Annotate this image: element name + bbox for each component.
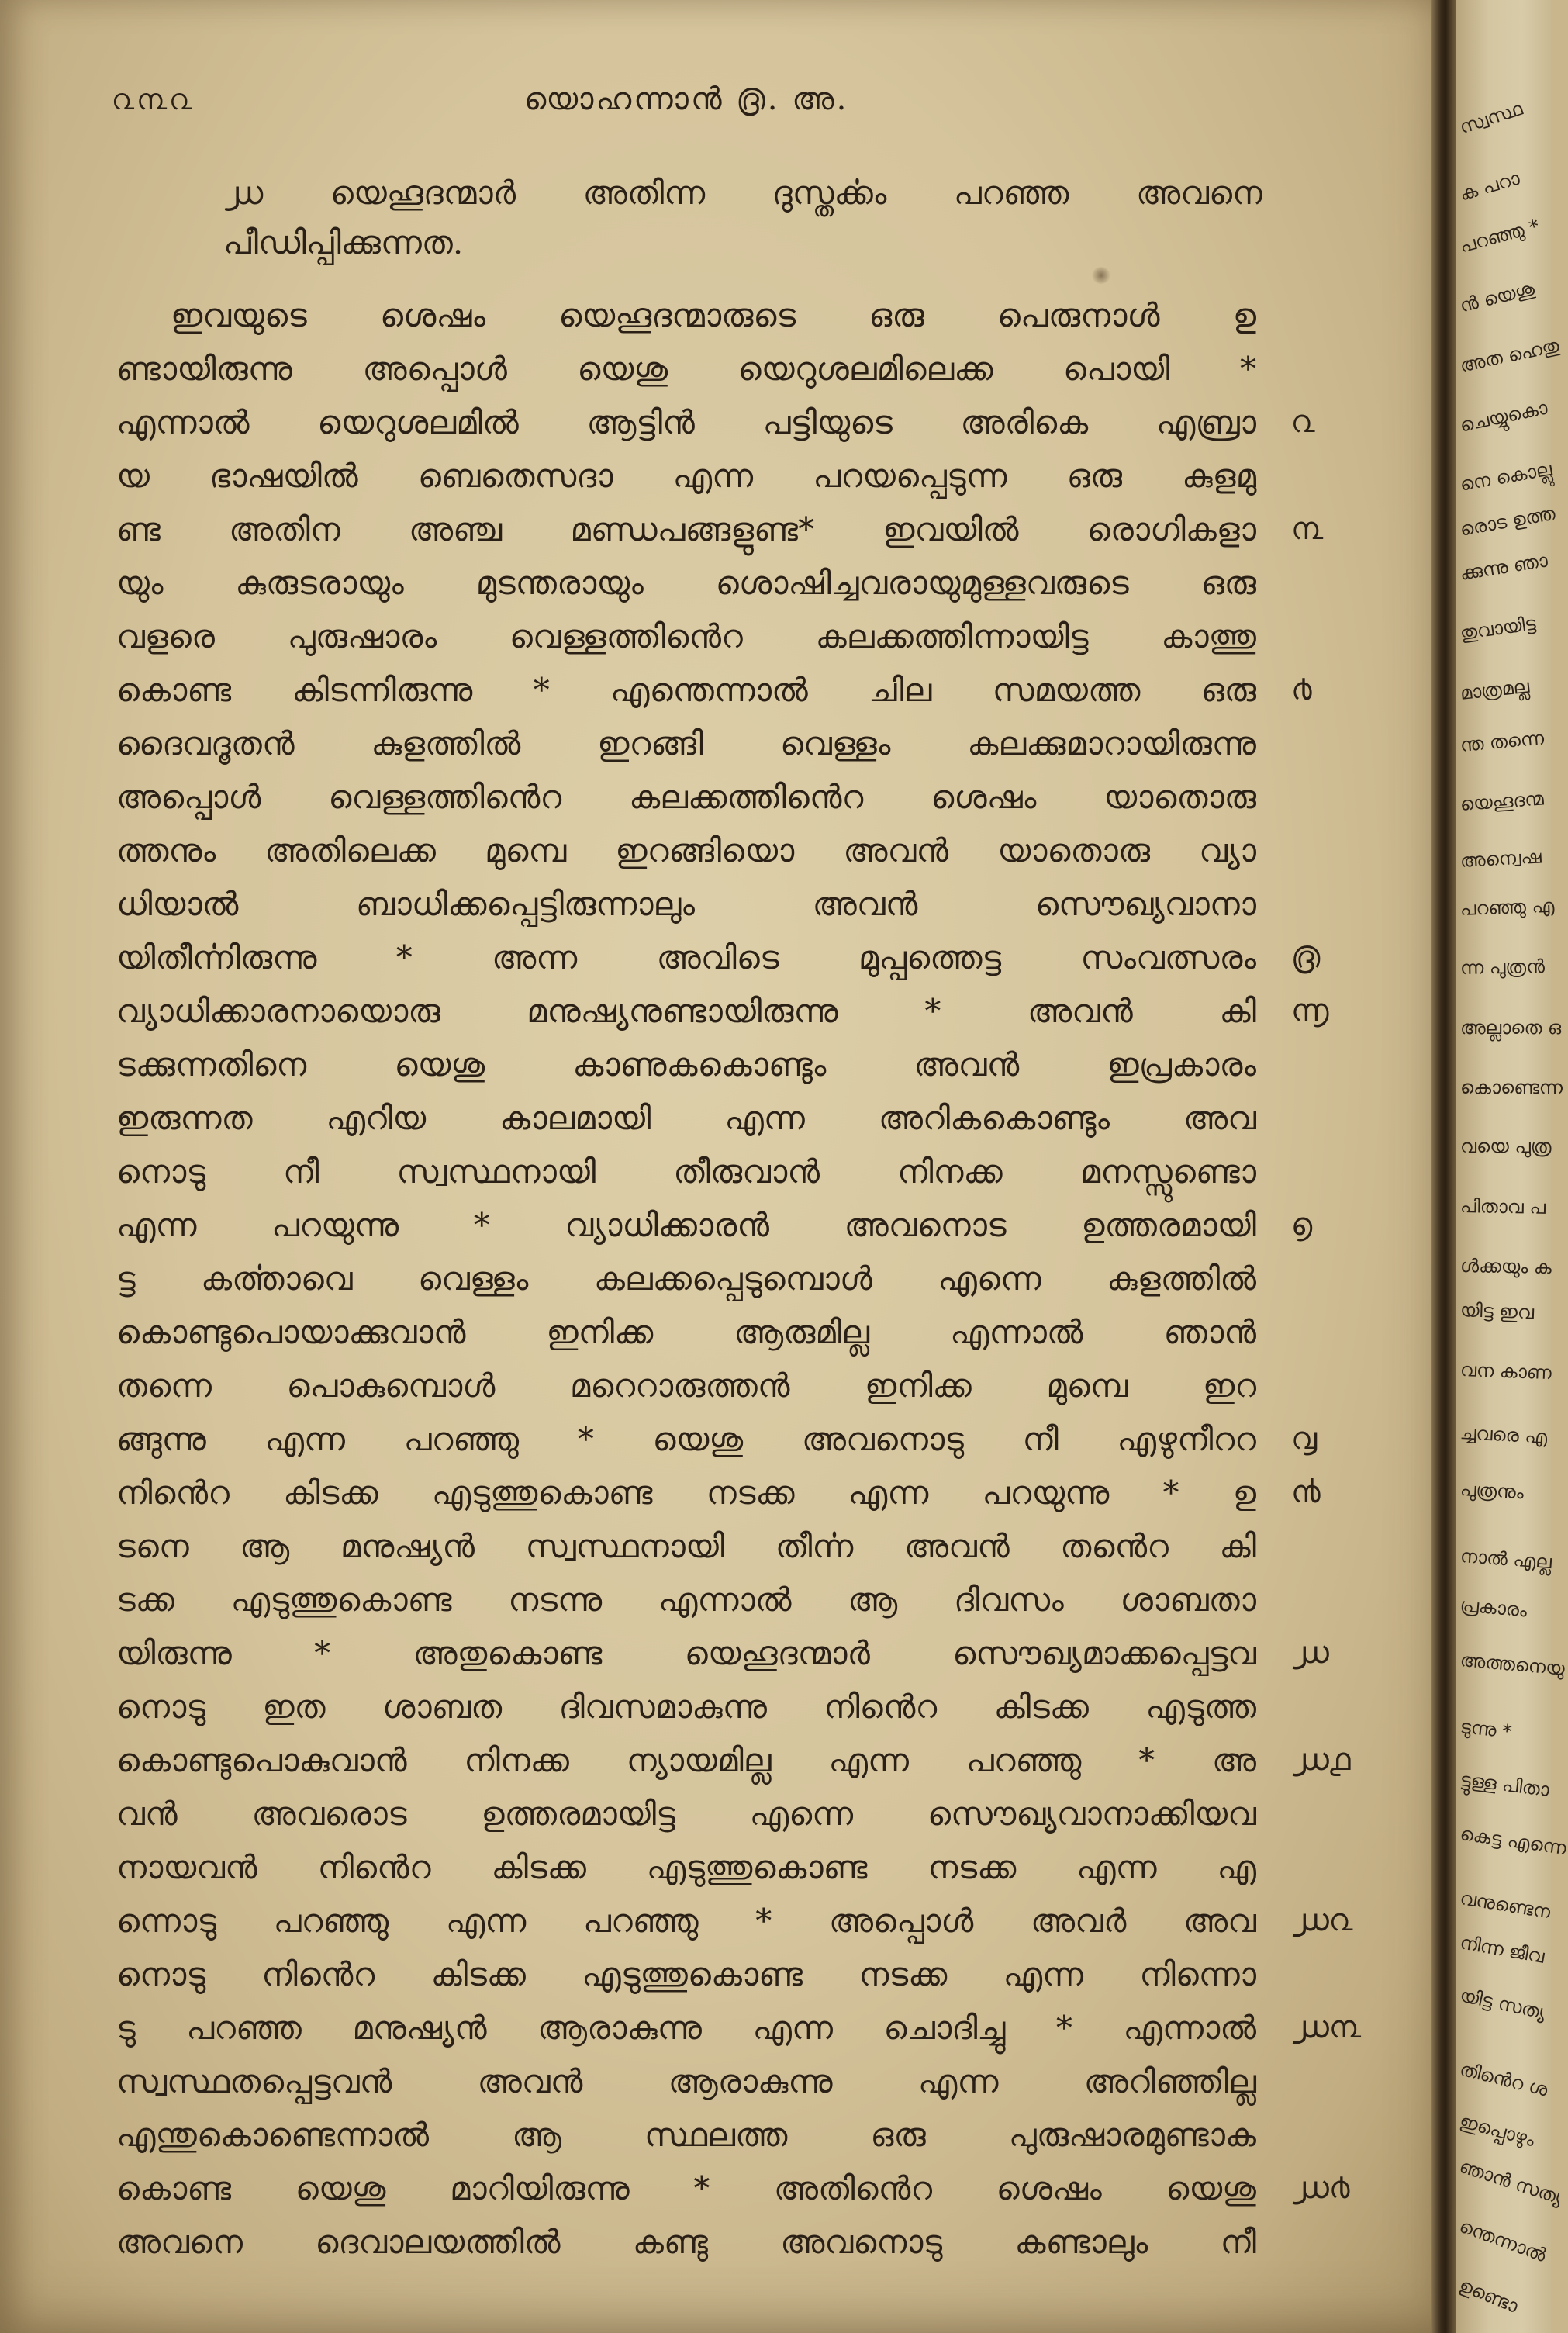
body-line <box>116 1733 1351 1787</box>
facing-page-fragment: പറഞ്ഞു എ <box>1459 894 1555 920</box>
facing-page-fragment: ന്തെന്നാൽ <box>1456 2214 1549 2267</box>
body-line <box>116 1787 1256 1840</box>
body-line <box>116 1091 1256 1145</box>
summary-line: ൰ യെഹൂദന്മാർ അതിന്ന ദുസ്തൎക്കം പറഞ്ഞ അവനെ <box>223 174 1262 212</box>
verse-number: ൮ <box>1291 1421 1318 1457</box>
body-line-text: അവനെ ദെവാലയത്തിൽ കണ്ടു അവനൊടു കണ്ടാലും നീ <box>116 2223 1256 2261</box>
body-line-text: ണ്ടായിരുന്നു അപ്പൊൾ യെശു യെറുശലമിലെക്ക പൊയി * <box>116 350 1256 388</box>
body-line <box>116 1894 1353 1948</box>
body-line-text: കൊണ്ട യെശു മാറിയിരുന്നു * അതിൻെറ ശെഷം യെശു <box>116 2169 1256 2207</box>
body-line-text: എന്തുകൊണ്ടെന്നാൽ ആ സ്ഥലത്ത ഒരു പുരുഷാരമുണ്ടാക <box>116 2116 1256 2154</box>
body-line-text: യിതീൎന്നിരുന്നു * അന്ന അവിടെ മുപ്പത്തെട്ട സംവത്സരം <box>116 938 1256 976</box>
verse-number: ൭ <box>1291 1207 1313 1243</box>
facing-page-fragment: രൊട ഉത്ത <box>1458 502 1557 541</box>
body-line-text: ടനെ ആ മനുഷ്യൻ സ്വസ്ഥനായി തീൎന്ന അവൻ തൻെറ കി <box>116 1527 1256 1565</box>
body-line <box>116 824 1256 877</box>
body-line-text: നൊടു നീ സ്വസ്ഥനായി തീരുവാൻ നിനക്ക മനസ്സുണ്ടൊ <box>116 1153 1256 1191</box>
body-line <box>116 1466 1321 1519</box>
body-line-text: വൻ അവരൊട ഉത്തരമായിട്ട എന്നെ സൌഖ്യവാനാക്കിയവ <box>116 1795 1256 1833</box>
body-line-text: ധിയാൽ ബാധിക്കപ്പെട്ടിരുന്നാലും അവൻ സൌഖ്യവാനാ <box>116 885 1256 923</box>
facing-page-fragment: നിന്ന ജീവ <box>1458 1931 1546 1968</box>
body-line-text: നൊടു നിൻെറ കിടക്ക എടുത്തുകൊണ്ട നടക്ക എന്ന നിന്നൊ <box>116 1955 1256 1993</box>
body-line-text: എന്നാൽ യെറുശലമിൽ ആട്ടിൻ പട്ടിയുടെ അരികെ എബ്രാ <box>116 403 1256 441</box>
body-line-text: കൊണ്ടുപൊകുവാൻ നിനക്ക ന്യായമില്ല എന്ന പറഞ്ഞു * അ <box>116 1741 1256 1779</box>
verse-number: ൫ <box>1291 939 1321 975</box>
verse-number: ൩ <box>1291 511 1324 547</box>
body-line <box>116 449 1256 503</box>
body-line <box>116 556 1256 610</box>
page-header <box>0 76 1431 123</box>
facing-page-fragment: ഞാൻ സത്യ <box>1456 2155 1566 2209</box>
facing-page-fragment: തിൻെറ ശ <box>1457 2058 1550 2101</box>
body-line-text: സ്വസ്ഥതപ്പെട്ടവൻ അവൻ ആരാകുന്നു എന്ന അറിഞ്ഞില്ല <box>116 2062 1256 2100</box>
body-line <box>116 289 1256 342</box>
facing-page-fragment: യിട്ട ഇവ <box>1459 1299 1535 1324</box>
body-line <box>116 342 1256 396</box>
body-line <box>116 1840 1256 1894</box>
verse-number: ൨ <box>1291 404 1315 440</box>
body-line-text: യും കുരുടരായും മുടന്തരായും ശൊഷിച്ചവരായുമുള്ളവരുടെ ഒരു <box>116 564 1256 602</box>
body-line-text: യിരുന്നു * അതുകൊണ്ട യെഹൂദന്മാർ സൌഖ്യമാക്കപ്പെട്ടവ <box>116 1634 1256 1672</box>
body-line-text: യ ഭാഷയിൽ ബെതെസദാ എന്ന പറയപ്പെടുന്ന ഒരു കുളമു <box>116 457 1256 495</box>
facing-page-fragment: പുത്രനും <box>1459 1478 1525 1504</box>
body-line <box>116 984 1329 1038</box>
facing-page-fragment: ന്ത തന്നെ <box>1459 727 1546 756</box>
body-line <box>116 1519 1256 1573</box>
facing-page-fragment: ൻ യെശു <box>1457 277 1537 317</box>
verse-number: ൪ <box>1291 672 1312 707</box>
page-number: ൨൩൨ <box>112 82 195 116</box>
facing-page-fragment: യെഹൂദന്മ <box>1459 787 1545 815</box>
facing-page-fragment: ടുന്നു * <box>1459 1716 1513 1743</box>
verse-number: ൰ <box>1291 1635 1329 1671</box>
chapter-summary <box>223 168 1262 268</box>
verse-number: ൰൪ <box>1291 2170 1350 2206</box>
body-line-text: ത്തനും അതിലെക്ക മുമ്പെ ഇറങ്ങിയൊ അവൻ യാതൊരു വ്യാ <box>116 831 1256 869</box>
body-line-text: ഇവയുടെ ശെഷം യെഹൂദന്മാരുടെ ഒരു പെരുനാൾ ഉ <box>171 296 1256 334</box>
body-line-text: ടക്ക എടുത്തുകൊണ്ട നടന്നു എന്നാൽ ആ ദിവസം ശാബതാ <box>116 1581 1256 1619</box>
body-line-text: ട്ട കൎത്താവെ വെള്ളം കലക്കപ്പെടുമ്പൊൾ എന്നെ കുളത്തിൽ <box>116 1260 1256 1298</box>
body-line <box>116 1252 1256 1305</box>
body-line <box>116 1412 1318 1466</box>
body-line <box>116 663 1312 717</box>
body-line <box>116 931 1321 984</box>
facing-page-fragment: ക പറാ <box>1457 167 1522 206</box>
body-line-text: ന്നൊടു പറഞ്ഞു എന്ന പറഞ്ഞു * അപ്പൊൾ അവർ അവ <box>116 1902 1256 1940</box>
verse-number: ൰൨ <box>1291 1903 1353 1938</box>
verse-number: ൰൧ <box>1291 1742 1351 1778</box>
body-line-text: കൊണ്ട കിടന്നിരുന്നു * എന്തെന്നാൽ ചില സമയത്ത ഒരു <box>116 671 1256 709</box>
body-line <box>116 1573 1256 1626</box>
facing-page-fragment: അത ഹെതു <box>1458 334 1561 377</box>
body-line-text: ഇരുന്നത എറിയ കാലമായി എന്ന അറികകൊണ്ടും അവ <box>116 1099 1256 1137</box>
body-line <box>116 877 1256 931</box>
facing-page-fragment: ക്കുന്നു ഞാ <box>1458 549 1549 585</box>
facing-page-fragment: മാത്രമല്ല <box>1459 675 1531 704</box>
page-gutter-shadow <box>1431 0 1456 2333</box>
facing-page-fragment: വനുണ്ടെന <box>1458 1887 1552 1923</box>
body-line <box>116 2162 1350 2215</box>
facing-page-fragment: അന്വെഷ <box>1459 845 1542 872</box>
paper-stain <box>1092 267 1110 284</box>
body-line <box>116 396 1315 449</box>
body-line-text: ണ്ട അതിന അഞ്ച മണ്ഡപങ്ങളുണ്ട* ഇവയിൽ രൊഗികളാ <box>116 510 1256 548</box>
body-line <box>116 503 1324 556</box>
facing-page-fragment: കെട്ട എന്നെ <box>1459 1823 1568 1860</box>
facing-page-fragment: വയെ പുത്ര <box>1460 1135 1552 1157</box>
facing-page-fragment: ചെയ്യുകൊ <box>1458 396 1549 437</box>
body-line-text: നൊടു ഇത ശാബത ദിവസമാകുന്നു നിൻെറ കിടക്ക എടുത്ത <box>116 1688 1256 1726</box>
body-line-text: നായവൻ നിൻെറ കിടക്ക എടുത്തുകൊണ്ട നടക്ക എന്ന എ <box>116 1848 1256 1886</box>
facing-page-edge <box>1456 0 1568 2333</box>
body-line <box>116 1359 1256 1412</box>
body-line-text: ടക്കുന്നതിനെ യെശു കാണുകകൊണ്ടും അവൻ ഇപ്രകാരം <box>116 1046 1256 1084</box>
body-line <box>116 1145 1256 1198</box>
facing-page-fragment: അത്തനെയു <box>1459 1649 1566 1680</box>
facing-page-fragment: സ്വസ്ഥ <box>1456 97 1525 139</box>
body-line <box>116 610 1256 663</box>
facing-page-fragment: നാൽ എല്ല <box>1459 1545 1552 1574</box>
body-line-text: കൊണ്ടുപൊയാക്കുവാൻ ഇനിക്ക ആരുമില്ല എന്നാൽ ഞാൻ <box>116 1313 1256 1351</box>
facing-page-fragment: നെ കൊല്ലു <box>1458 458 1554 496</box>
body-text <box>116 289 1362 2269</box>
body-line <box>116 1680 1256 1733</box>
facing-page-fragment: കൊണ്ടെന്ന <box>1460 1077 1563 1098</box>
facing-page-fragment: അല്ലാതെ ഒ <box>1460 1017 1562 1039</box>
facing-page-fragment: പ്രകാരം <box>1459 1594 1528 1622</box>
facing-page-fragment: ന്ന പുത്രൻ <box>1459 956 1546 979</box>
facing-page-fragment: പിതാവ പ <box>1459 1195 1546 1218</box>
body-line-text: വ്യാധിക്കാരനായൊരു മനുഷ്യനുണ്ടായിരുന്നു * അവൻ കി <box>116 992 1256 1030</box>
body-line-text: വളരെ പുരുഷാരം വെള്ളത്തിൻെറ കലക്കത്തിന്നായിട്ട കാത്തു <box>116 617 1256 655</box>
body-line-text: ദൈവദൂതൻ കുളത്തിൽ ഇറങ്ങി വെള്ളം കലക്കുമാറായിരുന്നു <box>116 724 1256 762</box>
body-line-text: ങ്ങുന്നു എന്ന പറഞ്ഞു * യെശു അവനൊടു നീ എഴുനീററ <box>116 1420 1256 1458</box>
body-line <box>116 1198 1313 1252</box>
body-line <box>116 1305 1256 1359</box>
body-line <box>116 2001 1362 2055</box>
facing-page-fragment: ച്ചവരെ എ <box>1459 1422 1549 1448</box>
body-line <box>116 1948 1256 2001</box>
body-line <box>116 1038 1256 1091</box>
body-line <box>116 2055 1256 2108</box>
body-line <box>116 2215 1256 2269</box>
facing-page-fragment: ൾക്കയും ക <box>1459 1255 1552 1279</box>
facing-page-fragment: പറഞ്ഞു * <box>1457 215 1542 257</box>
body-line <box>116 770 1256 824</box>
verse-number: ൬ <box>1291 993 1329 1028</box>
body-line-text: ടു പറഞ്ഞ മനുഷ്യൻ ആരാകുന്നു എന്ന ചൊദിച്ചു * എന്നാൽ <box>116 2009 1256 2047</box>
running-title: യൊഹന്നാൻ ൫. അ. <box>523 81 849 117</box>
facing-page-fragment: ട്ടുള്ള പിതാ <box>1459 1768 1551 1801</box>
verse-number: ൯ <box>1291 1474 1321 1510</box>
verse-number: ൰൩ <box>1291 2010 1362 2045</box>
facing-page-fragment: ഉണ്ടൊ <box>1456 2274 1521 2317</box>
body-line-text: നിൻെറ കിടക്ക എടുത്തുകൊണ്ട നടക്ക എന്ന പറയുന്നു * ഉ <box>116 1474 1256 1512</box>
facing-page-fragment: യിട്ട സത്യ <box>1458 1984 1548 2024</box>
facing-page-fragment: ഇപ്പൊഴും <box>1457 2110 1538 2152</box>
body-line-text: അപ്പൊൾ വെള്ളത്തിൻെറ കലക്കത്തിൻെറ ശെഷം യാതൊരു <box>116 778 1256 816</box>
summary-line: പീഡിപ്പിക്കുന്നത. <box>223 223 464 261</box>
body-line-text: തന്നെ പൊകുമ്പൊൾ മറെറാരുത്തൻ ഇനിക്ക മുമ്പെ ഇറ <box>116 1367 1256 1405</box>
body-line <box>116 2108 1256 2162</box>
facing-page-fragment: തുവായിട്ട <box>1459 612 1538 645</box>
body-line <box>116 717 1256 770</box>
body-line <box>116 1626 1329 1680</box>
body-line-text: എന്ന പറയുന്നു * വ്യാധിക്കാരൻ അവനൊട ഉത്തരമായി <box>116 1206 1256 1244</box>
facing-page-fragment: വന കാണ <box>1459 1359 1552 1384</box>
